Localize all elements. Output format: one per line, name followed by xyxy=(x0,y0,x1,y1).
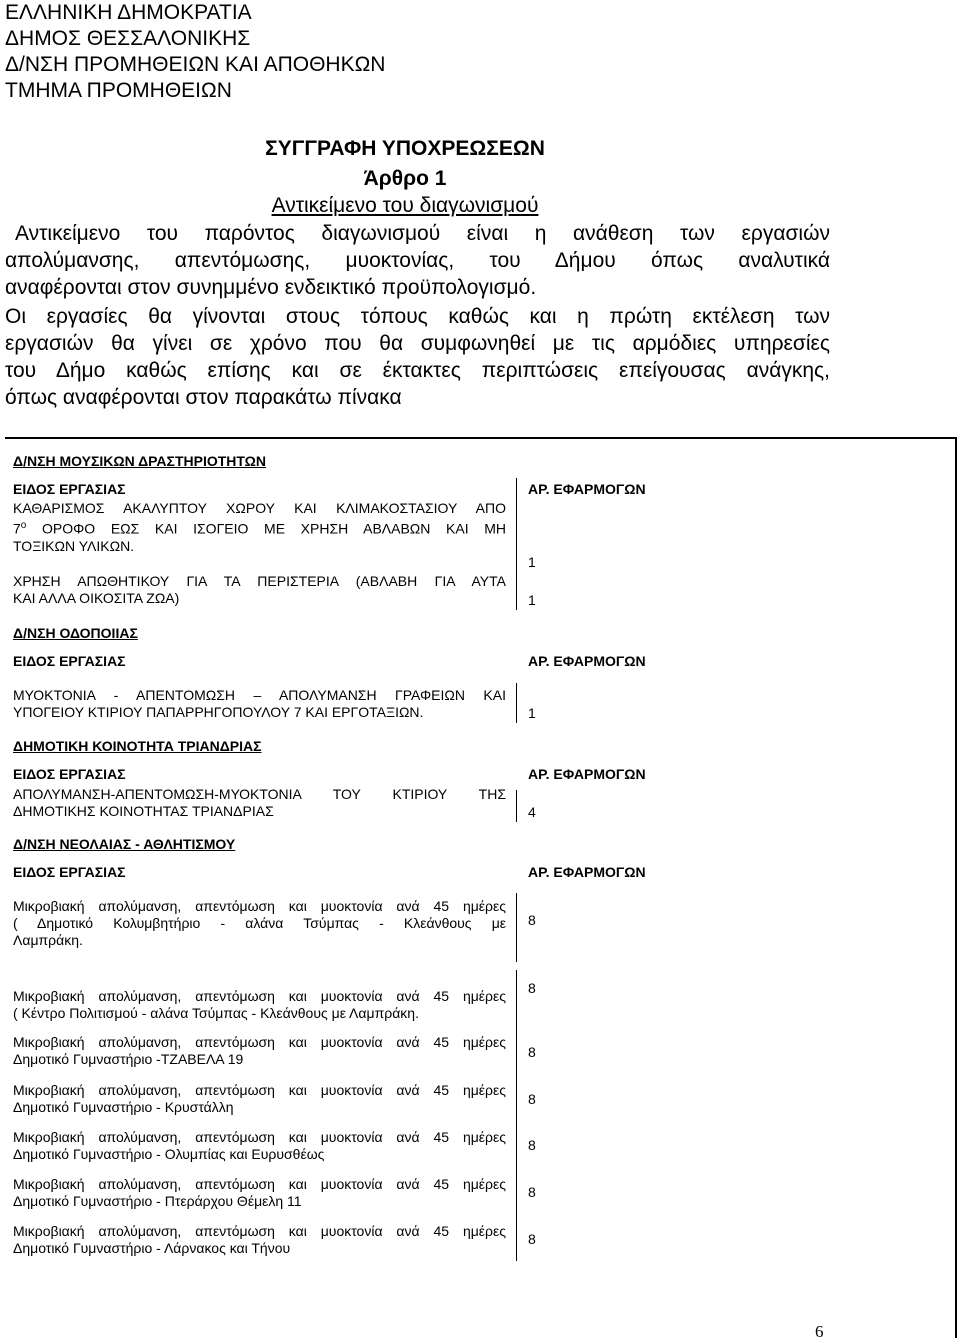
application-count: 8 xyxy=(528,1231,536,1247)
application-count: 1 xyxy=(528,554,536,570)
application-count: 1 xyxy=(528,592,536,608)
intro-line: αναφέρονται στον συνημμένο ενδεικτικό προϋπολογισμό. xyxy=(5,276,537,299)
body-line: Οι εργασίες θα γίνονται στους τόπους καθώς και η πρώτη εκτέλεση των xyxy=(5,305,830,328)
article-heading: Άρθρο 1 xyxy=(363,167,447,190)
work-description-line: Μικροβιακή απολύμανση, απεντόμωση και μυοκτονία ανά 45 ημέρες xyxy=(13,1176,506,1192)
work-description-line: ΤΟΞΙΚΩΝ ΥΛΙΚΩΝ. xyxy=(13,537,135,554)
intro-line: Αντικείμενο του παρόντος διαγωνισμού είναι η ανάθεση των εργασιών xyxy=(15,222,830,245)
column-separator xyxy=(516,683,517,723)
application-count: 8 xyxy=(528,1091,536,1107)
column-header-kind: ΕΙΔΟΣ ΕΡΓΑΣΙΑΣ xyxy=(13,653,126,669)
column-header-kind: ΕΙΔΟΣ ΕΡΓΑΣΙΑΣ xyxy=(13,766,126,782)
work-description xyxy=(13,1082,506,1116)
work-description xyxy=(13,786,506,820)
work-description-line: Δημοτικό Γυμναστήριο - Ολυμπίας και Ευρυσθέως xyxy=(13,1146,325,1162)
section-heading: Δ/ΝΣΗ ΟΔΟΠΟΙΙΑΣ xyxy=(13,625,138,641)
work-description-line: Δημοτικό Γυμναστήριο -ΤΖΑΒΕΛΑ 19 xyxy=(13,1051,244,1067)
section-heading: Δ/ΝΣΗ ΜΟΥΣΙΚΩΝ ΔΡΑΣΤΗΡΙΟΤΗΤΩΝ xyxy=(13,453,267,469)
work-description xyxy=(13,1129,506,1163)
intro-line: απολύμανσης, απεντόμωσης, μυοκτονίας, του Δήμου όπως αναλυτικά xyxy=(5,249,830,272)
column-header-kind: ΕΙΔΟΣ ΕΡΓΑΣΙΑΣ xyxy=(13,481,126,497)
work-description-line: ( Κέντρο Πολιτισμού - αλάνα Τσύμπας - Κλεάνθους με Λαμπράκη. xyxy=(13,1005,419,1021)
application-count: 8 xyxy=(528,1184,536,1200)
work-description-line: Μικροβιακή απολύμανση, απεντόμωση και μυοκτονία ανά 45 ημέρες xyxy=(13,898,506,914)
column-separator xyxy=(516,790,517,822)
work-description xyxy=(13,500,506,555)
header-line-1: ΕΛΛΗΝΙΚΗ ΔΗΜΟΚΡΑΤΙΑ xyxy=(5,1,252,24)
intro-paragraph xyxy=(5,220,830,301)
work-description-line: Μικροβιακή απολύμανση, απεντόμωση και μυοκτονία ανά 45 ημέρες xyxy=(13,1129,506,1145)
work-description xyxy=(13,1176,506,1210)
application-count: 1 xyxy=(528,705,536,721)
column-header-count: ΑΡ. ΕΦΑΡΜΟΓΩΝ xyxy=(528,653,646,669)
body-paragraph xyxy=(5,303,830,411)
work-description xyxy=(13,898,506,949)
work-description-line: Δημοτικό Γυμναστήριο - Λάρνακος και Τήνου xyxy=(13,1240,291,1256)
application-count: 8 xyxy=(528,1044,536,1060)
section-heading: Δ/ΝΣΗ ΝΕΟΛΑΙΑΣ - ΑΘΛΗΤΙΣΜΟΥ xyxy=(13,836,236,852)
work-description xyxy=(13,988,506,1022)
work-description-line: Δημοτικό Γυμναστήριο - Κρυστάλλη xyxy=(13,1099,234,1115)
header-line-2: ΔΗΜΟΣ ΘΕΣΣΑΛΟΝΙΚΗΣ xyxy=(5,27,251,50)
work-description-line: Δημοτικό Γυμναστήριο - Πτεράρχου Θέμελη 11 xyxy=(13,1193,302,1209)
document-title: ΣΥΓΓΡΑΦΗ ΥΠΟΧΡΕΩΣΕΩΝ xyxy=(265,137,545,160)
work-description-line: ΧΡΗΣΗ ΑΠΩΘΗΤΙΚΟΥ ΓΙΑ ΤΑ ΠΕΡΙΣΤΕΡΙΑ (ΑΒΛΑΒΗ ΓΙΑ ΑΥΤΑ xyxy=(13,573,506,589)
work-description xyxy=(13,1034,506,1068)
work-description-line: ΜΥΟΚΤΟΝΙΑ - ΑΠΕΝΤΟΜΩΣΗ – ΑΠΟΛΥΜΑΝΣΗ ΓΡΑΦΕΙΩΝ ΚΑΙ xyxy=(13,687,506,703)
application-count: 4 xyxy=(528,804,536,820)
body-line: εργασιών θα γίνει σε χρόνο που θα συμφωνηθεί με τις αρμόδιες υπηρεσίες xyxy=(5,332,830,355)
ordinal-suffix: ο xyxy=(20,520,27,531)
work-description-text: ΟΡΟΦΟ ΕΩΣ ΚΑΙ ΙΣΟΓΕΙΟ ΜΕ ΧΡΗΣΗ ΑΒΛΑΒΩΝ ΚΑΙ ΜΗ xyxy=(42,520,507,537)
body-line: του Δήμο καθώς επίσης και σε έκτακτες περιπτώσεις επείγουσας ανάγκης, xyxy=(5,359,830,382)
application-count: 8 xyxy=(528,980,536,996)
work-description-line: Λαμπράκη. xyxy=(13,932,83,948)
column-header-count: ΑΡ. ΕΦΑΡΜΟΓΩΝ xyxy=(528,481,646,497)
section-heading: ΔΗΜΟΤΙΚΗ ΚΟΙΝΟΤΗΤΑ ΤΡΙΑΝΔΡΙΑΣ xyxy=(13,738,262,754)
column-header-count: ΑΡ. ΕΦΑΡΜΟΓΩΝ xyxy=(528,864,646,880)
work-description-line: ΚΑΙ ΑΛΛΑ ΟΙΚΟΣΙΤΑ ΖΩΑ) xyxy=(13,590,180,606)
floor-number: 7 xyxy=(13,520,21,537)
work-description-line: ΚΑΘΑΡΙΣΜΟΣ ΑΚΑΛΥΠΤΟΥ ΧΩΡΟΥ ΚΑΙ ΚΛΙΜΑΚΟΣΤΑΣΙΟΥ ΑΠΟ xyxy=(13,500,506,516)
work-description-line: ( Δημοτικό Κολυμβητήριο - αλάνα Τσύμπας - Κλεάνθους με xyxy=(13,915,506,931)
body-line: όπως αναφέρονται στον παρακάτω πίνακα xyxy=(5,386,402,409)
work-description-line: Μικροβιακή απολύμανση, απεντόμωση και μυοκτονία ανά 45 ημέρες xyxy=(13,988,506,1004)
column-separator xyxy=(516,970,517,1261)
work-description-line: Μικροβιακή απολύμανση, απεντόμωση και μυοκτονία ανά 45 ημέρες xyxy=(13,1223,506,1239)
work-description-line: ΥΠΟΓΕΙΟΥ ΚΤΙΡΙΟΥ ΠΑΠΑΡΡΗΓΟΠΟΥΛΟΥ 7 ΚΑΙ ΕΡΓΟΤΑΞΙΩΝ. xyxy=(13,704,424,720)
application-count: 8 xyxy=(528,1137,536,1153)
header-line-4: ΤΜΗΜΑ ΠΡΟΜΗΘΕΙΩΝ xyxy=(5,79,232,102)
work-description xyxy=(13,687,506,721)
work-description xyxy=(13,573,506,607)
work-description-line: Μικροβιακή απολύμανση, απεντόμωση και μυοκτονία ανά 45 ημέρες xyxy=(13,1082,506,1098)
column-separator xyxy=(516,893,517,962)
page-number: 6 xyxy=(815,1322,824,1341)
article-subject: Αντικείμενο του διαγωνισμού xyxy=(271,194,539,217)
work-description-line xyxy=(13,517,506,538)
column-header-kind: ΕΙΔΟΣ ΕΡΓΑΣΙΑΣ xyxy=(13,864,126,880)
work-description-line: Μικροβιακή απολύμανση, απεντόμωση και μυοκτονία ανά 45 ημέρες xyxy=(13,1034,506,1050)
application-count: 8 xyxy=(528,912,536,928)
work-description-line: ΔΗΜΟΤΙΚΗΣ ΚΟΙΝΟΤΗΤΑΣ ΤΡΙΑΝΔΡΙΑΣ xyxy=(13,803,274,819)
header-line-3: Δ/ΝΣΗ ΠΡΟΜΗΘΕΙΩΝ ΚΑΙ ΑΠΟΘΗΚΩΝ xyxy=(5,53,386,76)
column-header-count: ΑΡ. ΕΦΑΡΜΟΓΩΝ xyxy=(528,766,646,782)
work-description xyxy=(13,1223,506,1257)
column-separator xyxy=(516,478,517,610)
work-description-line: ΑΠΟΛΥΜΑΝΣΗ-ΑΠΕΝΤΟΜΩΣΗ-ΜΥΟΚΤΟΝΙΑ ΤΟΥ ΚΤΙΡΙΟΥ ΤΗΣ xyxy=(13,786,506,802)
